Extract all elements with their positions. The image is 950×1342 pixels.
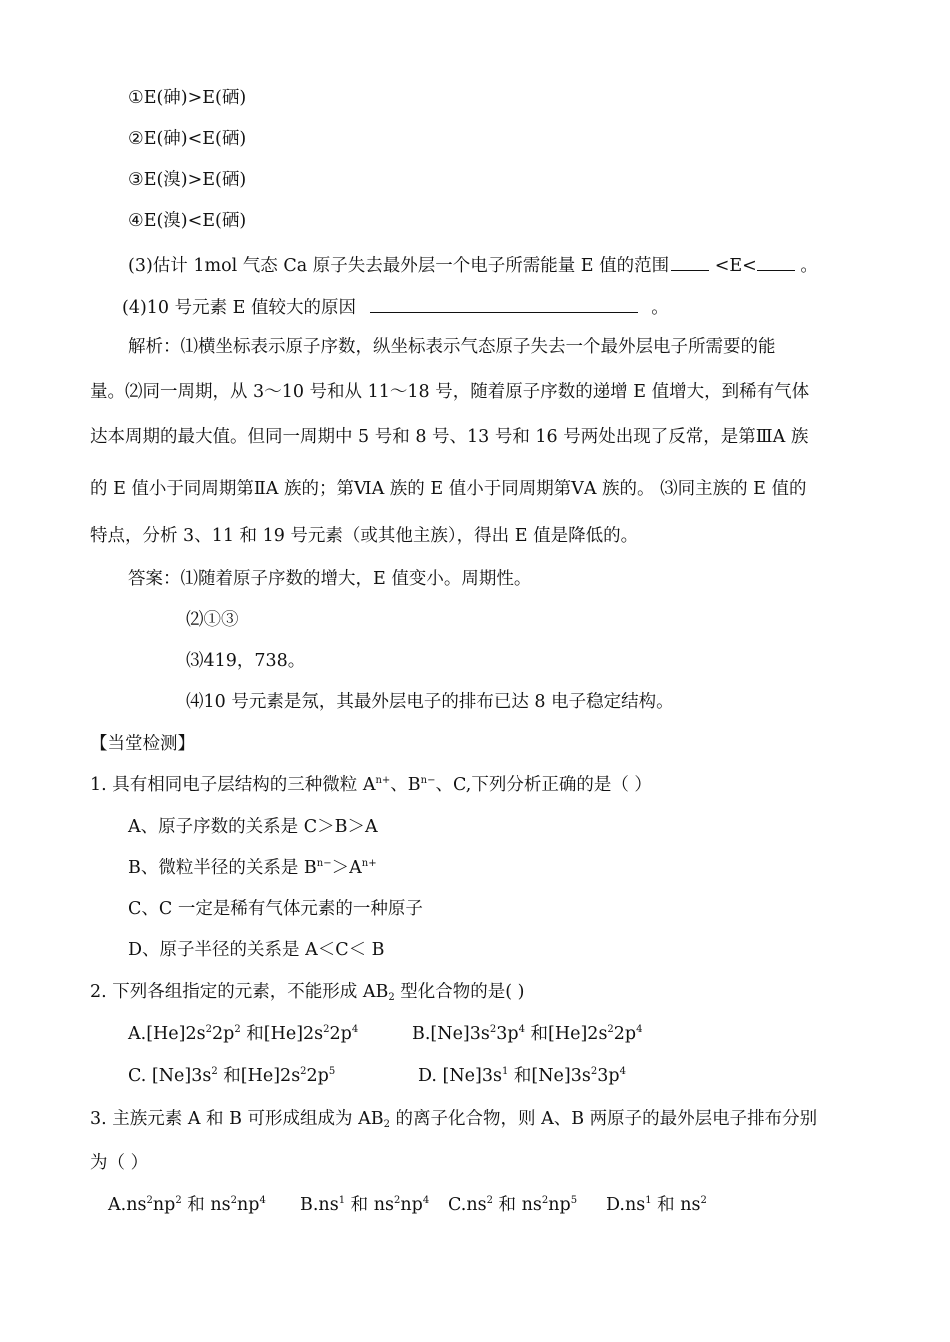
question-3-line <box>128 252 818 278</box>
analysis-line-2: 量。⑵同一周期，从 3～10 号和从 11～18 号，随着原子序数的递增 E 值增大，到稀有气体 <box>90 382 810 402</box>
question-3-text: (3)估计 1mol 气态 Ca 原子失去最外层一个电子所需能量 E 值的范围 <box>128 256 670 276</box>
q3-option-a[interactable]: $A.ns^2np^2$ 和 $ns^2np^4$ <box>108 1195 266 1215</box>
range-symbol: <E< <box>714 256 757 276</box>
analysis-line-1: 解析：⑴横坐标表示原子序数，纵坐标表示气态原子失去一个最外层电子所需要的能 <box>128 337 776 357</box>
q3-stem: 3. 主族元素 A 和 B 可形成组成为 $AB_2$ 的离子化合物，则 A、B 两原子的最外层电子排布分别 <box>90 1109 818 1130</box>
answer-line-4: ⑷10 号元素是氖，其最外层电子的排布已达 8 电子稳定结构。 <box>186 692 674 712</box>
option-3: ③E(溴)>E(硒) <box>128 170 247 190</box>
q3-option-c[interactable]: $C.ns^2$ 和 $ns^2np^5$ <box>448 1195 578 1215</box>
analysis-line-5: 特点，分析 3、11 和 19 号元素（或其他主族），得出 E 值是降低的。 <box>90 526 639 546</box>
question-3-end: 。 <box>800 256 818 276</box>
q1-option-c[interactable]: C、C 一定是稀有气体元素的一种原子 <box>128 899 423 919</box>
q2-option-a[interactable]: $A.[He]2s^22p^2$ 和$[He]2s^22p^4$ <box>128 1024 359 1044</box>
answer-line-3: ⑶419，738。 <box>186 651 306 671</box>
q3-stem-line-2: 为（ ） <box>90 1153 149 1173</box>
question-4-text: (4)10 号元素 E 值较大的原因 <box>122 298 357 318</box>
q3-option-b[interactable]: $B.ns^1$ 和 $ns^2np^4$ <box>300 1195 430 1215</box>
option-2: ②E(砷)<E(硒) <box>128 129 247 149</box>
q2-option-c[interactable]: C. $[Ne]3s^2$ 和$[He]2s^22p^5$ <box>128 1066 336 1086</box>
q1-option-b[interactable]: B、微粒半径的关系是 $B^{n-}>A^{n+}$ <box>128 858 377 878</box>
q1-option-a[interactable]: A、原子序数的关系是 C＞B＞A <box>128 817 378 837</box>
q1-option-d[interactable]: D、原子半径的关系是 A＜C＜ B <box>128 940 385 960</box>
option-1: ①E(砷)>E(硒) <box>128 88 247 108</box>
q1-stem: 1. 具有相同电子层结构的三种微粒 $A^{n+}$、$B^{n-}$、C,下列分析正确的是（ ） <box>90 775 652 795</box>
question-4-end: 。 <box>651 298 669 318</box>
answer-line-2: ⑵①③ <box>186 610 239 630</box>
q2-option-d[interactable]: D. $[Ne]3s^1$ 和$[Ne]3s^23p^4$ <box>418 1066 626 1086</box>
question-4-line <box>122 294 669 320</box>
answer-blank-lower[interactable] <box>671 252 709 271</box>
answer-line-1: 答案：⑴随着原子序数的增大，E 值变小。周期性。 <box>128 569 532 589</box>
analysis-line-4: 的 E 值小于同周期第ⅡA 族的；第ⅥA 族的 E 值小于同周期第ⅤA 族的。 ⑶同主族的 E 值的 <box>90 479 807 499</box>
answer-blank-upper[interactable] <box>757 252 795 271</box>
analysis-line-3: 达本周期的最大值。但同一周期中 5 号和 8 号、13 号和 16 号两处出现了反常，是第ⅢA 族 <box>90 427 809 447</box>
q2-option-b[interactable]: $B.[Ne]3s^23p^4$ 和$[He]2s^22p^4$ <box>412 1024 643 1044</box>
section-title: 【当堂检测】 <box>90 734 195 754</box>
answer-blank-reason[interactable] <box>370 294 638 313</box>
q3-option-d[interactable]: $D.ns^1$ 和 $ns^2$ <box>606 1195 707 1215</box>
option-4: ④E(溴)<E(硒) <box>128 211 247 231</box>
q2-stem: 2. 下列各组指定的元素，不能形成 $AB_2$ 型化合物的是( ) <box>90 982 525 1003</box>
